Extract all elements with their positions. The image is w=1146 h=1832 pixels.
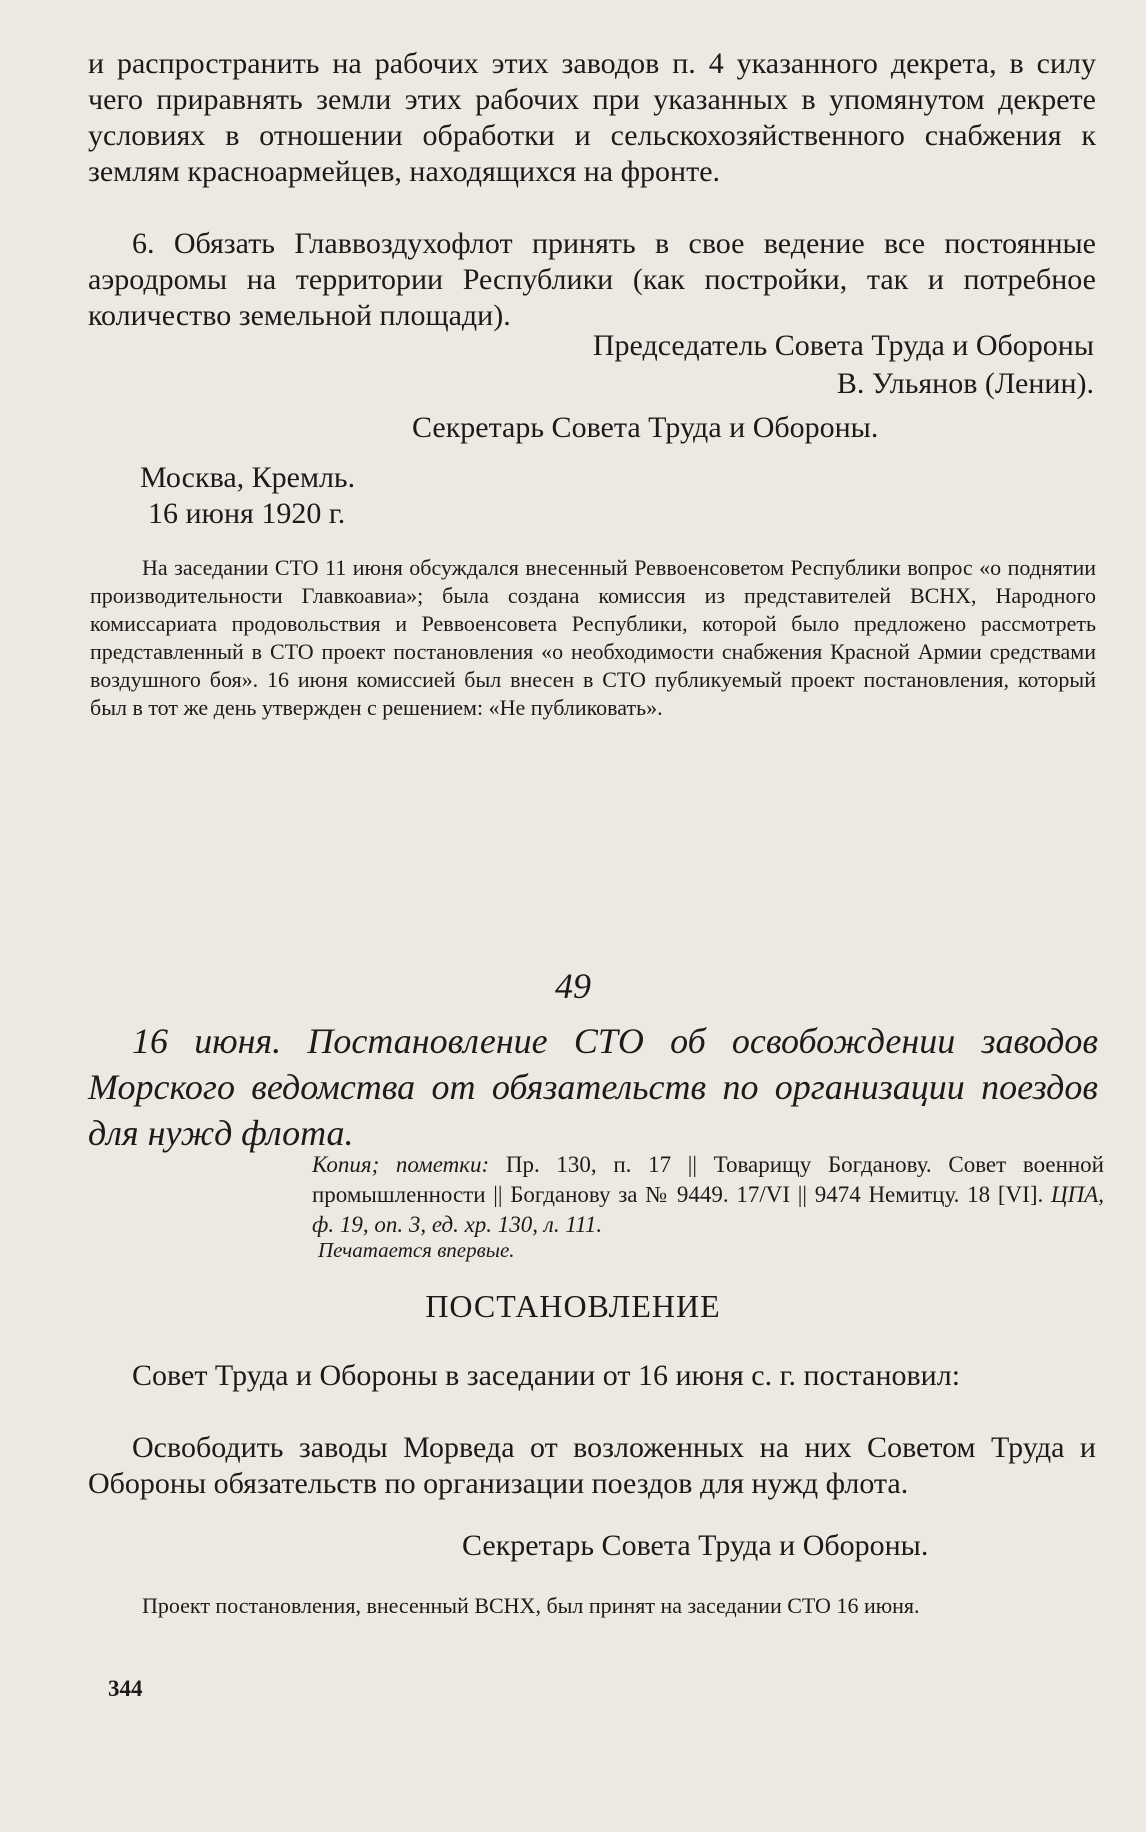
item-6-paragraph: [88, 226, 1096, 334]
decree-paragraph-2-text: Освободить заводы Морведа от возложенных на них Советом Труда и Обороны обязательств по организации поездов для нужд флота.: [88, 1431, 1096, 1500]
decree-paragraph-1-text: Совет Труда и Обороны в заседании от 16 июня с. г. постановил:: [132, 1359, 961, 1392]
archive-lead: Копия; пометки:: [312, 1152, 490, 1177]
signature-secretary-1: Секретарь Совета Труда и Обороны.: [412, 411, 879, 444]
decree-title: ПОСТАНОВЛЕНИЕ: [425, 1288, 721, 1324]
editorial-note-1: [90, 554, 1096, 722]
document-number: 49: [555, 966, 591, 1006]
editorial-note-2: [90, 1592, 1096, 1620]
archive-text: Пр. 130, п. 17 || Товарищу Богданову. Совет военной промышленности || Богданову за № 9449. 17/VI || 9474 Немитцу. 18 [VI].: [312, 1152, 1104, 1207]
archive-source: ЦПА, ф. 19, оп. 3, ед. хр. 130, л. 111.: [312, 1182, 1104, 1237]
page-number: 344: [108, 1676, 143, 1701]
place-line: Москва, Кремль.: [140, 461, 356, 494]
decree-paragraph-1: [88, 1358, 1096, 1394]
signature-secretary-2: Секретарь Совета Труда и Обороны.: [462, 1529, 929, 1562]
document-heading-text: 16 июня. Постановление СТО об освобождении заводов Морского ведомства от обязательств по организации поездов для нужд флота.: [88, 1021, 1098, 1153]
signature-chairman-title: Председатель Совета Труда и Обороны: [592, 329, 1094, 362]
archive-reference: [312, 1150, 1104, 1240]
editorial-note-1-text: На заседании СТО 11 июня обсуждался внесенный Реввоенсоветом Республики вопрос «о поднятии производительности Главкоавиа»; была создана комиссия из представителей ВСНХ, Народного комиссариата продовольствия и Реввоенсовета Республики, которой было предложено рассмотреть представленный в СТО проект постановления «о необходимости снабжения Красной Армии средствами воздушного боя». 16 июня комиссией был внесен в СТО публикуемый проект постановления, который был в тот же день утвержден с решением: «Не публиковать».: [90, 555, 1096, 720]
document-heading: [88, 1018, 1098, 1156]
top-paragraph: и распространить на рабочих этих заводов п. 4 указанного декрета, в силу чего приравнять земли этих рабочих при указанных в упомянутом декрете условиях в отношении обработки и сельскохозяйственного снабжения к землям красноармейцев, находящихся на фронте.: [88, 47, 1096, 188]
item-6-text: 6. Обязать Главвоздухофлот принять в свое ведение все постоянные аэродромы на территории Республики (как постройки, так и потребное количество земельной площади).: [88, 227, 1096, 332]
first-publication-note: Печатается впервые.: [318, 1238, 515, 1262]
editorial-note-2-text: Проект постановления, внесенный ВСНХ, был принят на заседании СТО 16 июня.: [142, 1593, 920, 1618]
decree-paragraph-2: [88, 1430, 1096, 1502]
date-line: 16 июня 1920 г.: [148, 497, 346, 530]
signature-chairman-name: В. Ульянов (Ленин).: [836, 367, 1094, 400]
